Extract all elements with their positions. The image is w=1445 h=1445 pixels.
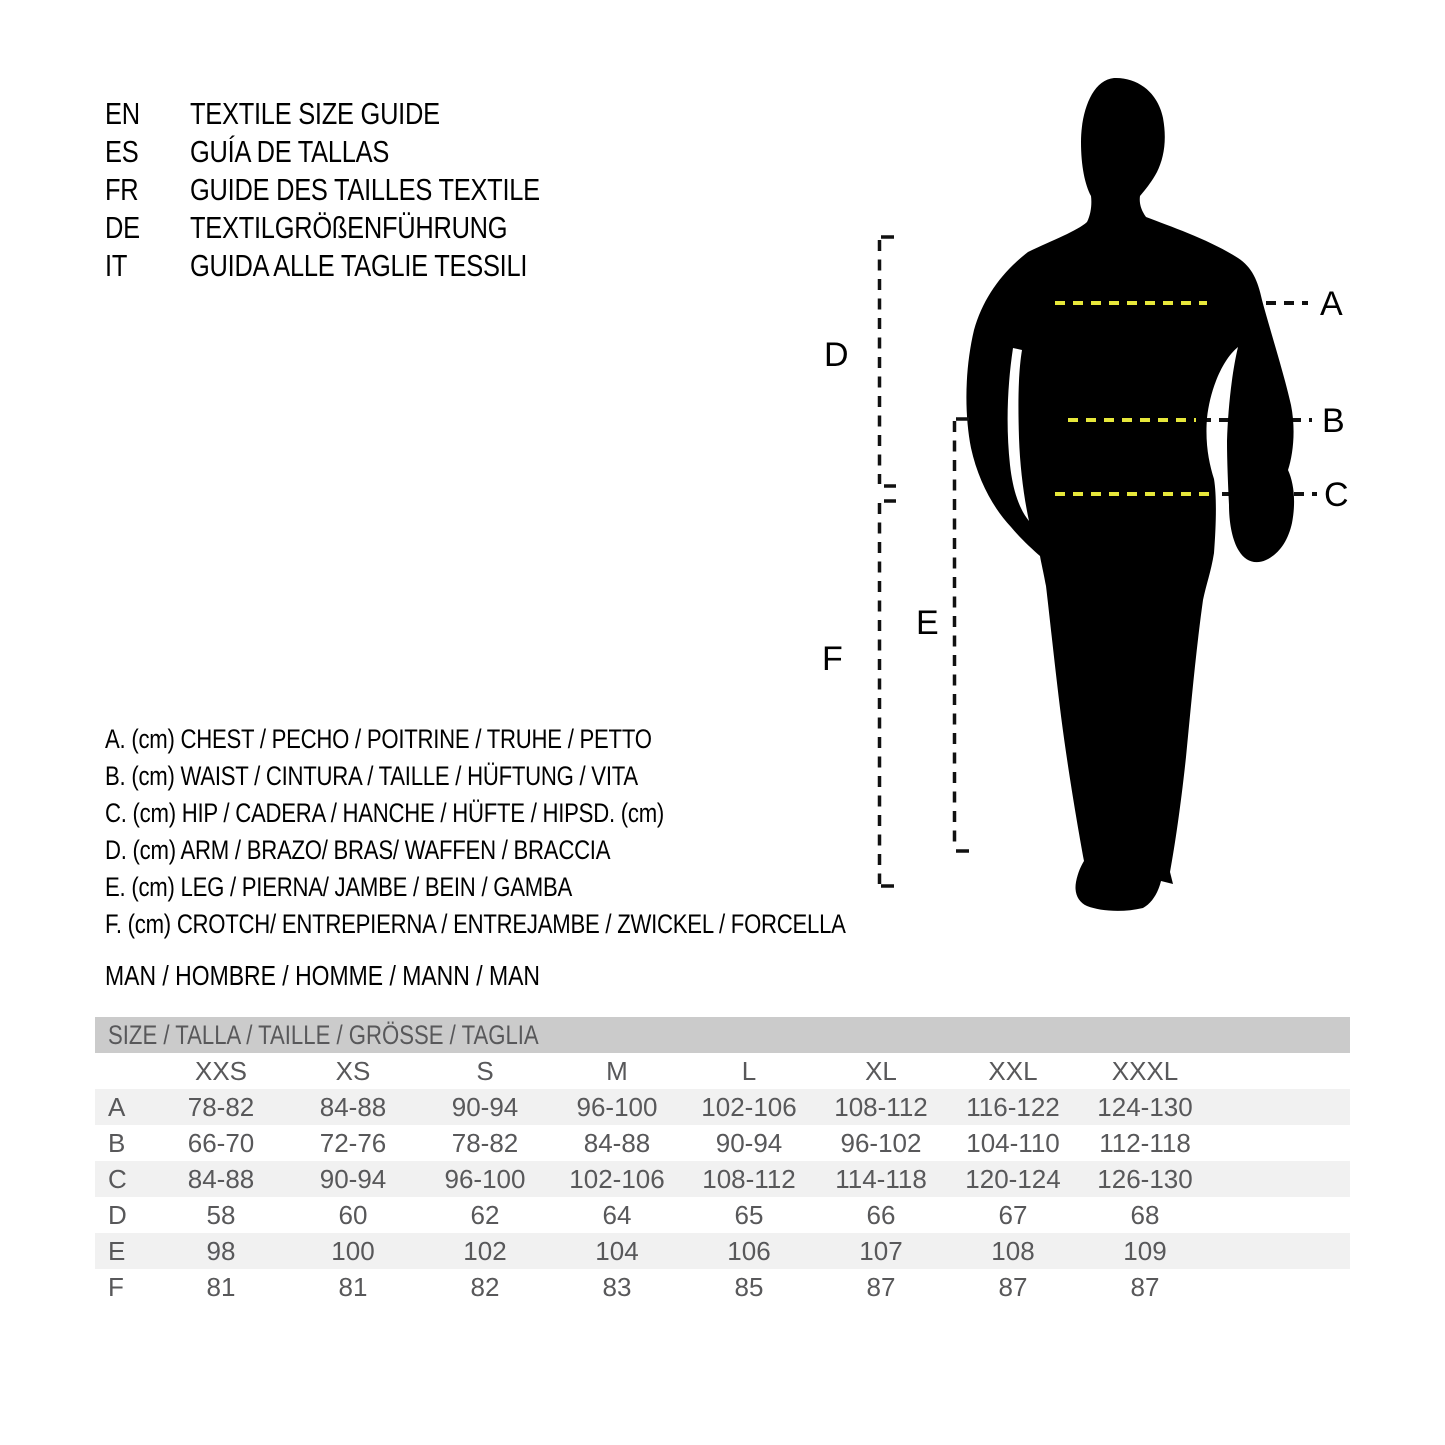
- row-label: D: [108, 1200, 127, 1230]
- cell: 96-102: [840, 1128, 922, 1158]
- marker-label-crotch: F: [822, 640, 843, 678]
- cell: 64: [602, 1200, 632, 1230]
- cell: 96-100: [576, 1092, 658, 1122]
- cell: 87: [866, 1272, 896, 1302]
- marker-label-arm: D: [824, 336, 849, 374]
- cell: 66: [866, 1200, 896, 1230]
- size-table-grid: [95, 1053, 1350, 1305]
- guide-title-es: GUÍA DE TALLAS: [190, 134, 390, 169]
- cell: 84-88: [187, 1164, 255, 1194]
- row-label: B: [108, 1128, 126, 1158]
- guide-title-en: TEXTILE SIZE GUIDE: [190, 96, 440, 131]
- table-row-leg: [95, 1233, 1350, 1269]
- size-header-xxl: XXL: [988, 1056, 1038, 1086]
- language-code: EN: [105, 96, 140, 131]
- marker-label-leg: E: [916, 604, 939, 642]
- cell-filler: [1211, 1197, 1350, 1233]
- cell: 87: [1130, 1272, 1160, 1302]
- size-table-title-bar: [95, 1017, 1350, 1053]
- marker-label-chest: A: [1320, 285, 1343, 323]
- row-label: A: [108, 1092, 126, 1122]
- cell: 104-110: [966, 1128, 1060, 1158]
- cell: 81: [338, 1272, 368, 1302]
- cell: 78-82: [187, 1092, 255, 1122]
- cell: 84-88: [583, 1128, 651, 1158]
- legend-item-arm: D. (cm) ARM / BRAZO/ BRAS/ WAFFEN / BRACCIA: [105, 835, 611, 865]
- cell: 102: [463, 1236, 507, 1266]
- cell: 109: [1123, 1236, 1167, 1266]
- size-header-l: L: [741, 1056, 757, 1086]
- size-header-row: [95, 1053, 1350, 1089]
- cell: 108-112: [702, 1164, 796, 1194]
- size-header-empty: [95, 1053, 155, 1089]
- cell: 98: [206, 1236, 236, 1266]
- table-row-chest: [95, 1089, 1350, 1125]
- language-row-es: [105, 133, 617, 171]
- cell: 102-106: [569, 1164, 665, 1194]
- cell: 108-112: [834, 1092, 928, 1122]
- guide-title-it: GUIDA ALLE TAGLIE TESSILI: [190, 248, 528, 283]
- cell: 120-124: [965, 1164, 1061, 1194]
- cell: 102-106: [701, 1092, 797, 1122]
- guide-title-de: TEXTILGRÖßENFÜHRUNG: [190, 210, 508, 245]
- legend-item-chest: A. (cm) CHEST / PECHO / POITRINE / TRUHE / PETTO: [105, 724, 652, 754]
- cell: 78-82: [451, 1128, 519, 1158]
- size-table-title: SIZE / TALLA / TAILLE / GRÖSSE / TAGLIA: [108, 1019, 539, 1050]
- table-row-waist: [95, 1125, 1350, 1161]
- size-header-s: S: [476, 1056, 494, 1086]
- category-label-man: MAN / HOMBRE / HOMME / MANN / MAN: [105, 960, 540, 991]
- row-label: C: [108, 1164, 127, 1194]
- legend-item-hip: C. (cm) HIP / CADERA / HANCHE / HÜFTE / HIPSD. (cm): [105, 798, 665, 828]
- language-code: ES: [105, 134, 139, 169]
- cell-filler: [1211, 1161, 1350, 1197]
- cell-filler: [1211, 1089, 1350, 1125]
- cell: 116-122: [966, 1092, 1060, 1122]
- legend-item-crotch: F. (cm) CROTCH/ ENTREPIERNA / ENTREJAMBE / ZWICKEL / FORCELLA: [105, 909, 846, 939]
- legend-item-leg: E. (cm) LEG / PIERNA/ JAMBE / BEIN / GAMBA: [105, 872, 573, 902]
- cell: 90-94: [715, 1128, 783, 1158]
- cell: 124-130: [1097, 1092, 1193, 1122]
- cell: 107: [859, 1236, 903, 1266]
- cell: 90-94: [451, 1092, 519, 1122]
- row-label: E: [108, 1236, 126, 1266]
- language-row-fr: [105, 171, 617, 209]
- cell: 66-70: [187, 1128, 255, 1158]
- cell: 87: [998, 1272, 1028, 1302]
- row-label: F: [108, 1272, 124, 1302]
- size-header-xs: XS: [335, 1056, 371, 1086]
- size-table: [95, 1017, 1350, 1305]
- cell: 96-100: [444, 1164, 526, 1194]
- cell: 68: [1130, 1200, 1160, 1230]
- language-code: IT: [105, 248, 128, 283]
- size-header-xxs: XXS: [194, 1056, 248, 1086]
- cell: 100: [331, 1236, 375, 1266]
- legend-item-waist: B. (cm) WAIST / CINTURA / TAILLE / HÜFTUNG / VITA: [105, 761, 638, 791]
- language-heading-list: [105, 95, 617, 285]
- cell: 84-88: [319, 1092, 387, 1122]
- table-row-hip: [95, 1161, 1350, 1197]
- cell: 112-118: [1099, 1128, 1191, 1158]
- cell: 126-130: [1097, 1164, 1193, 1194]
- cell: 104: [595, 1236, 639, 1266]
- cell: 62: [470, 1200, 500, 1230]
- cell-filler: [1211, 1233, 1350, 1269]
- cell-filler: [1211, 1125, 1350, 1161]
- cell: 85: [734, 1272, 764, 1302]
- size-header-m: M: [606, 1056, 628, 1086]
- size-header-xl: XL: [865, 1056, 897, 1086]
- measurement-legend: [105, 721, 1008, 943]
- cell: 83: [602, 1272, 632, 1302]
- marker-label-waist: B: [1322, 402, 1345, 440]
- guide-title-fr: GUIDE DES TAILLES TEXTILE: [190, 172, 540, 207]
- language-code: DE: [105, 210, 140, 245]
- cell: 65: [734, 1200, 764, 1230]
- cell: 108: [991, 1236, 1035, 1266]
- table-row-arm: [95, 1197, 1350, 1233]
- cell-filler: [1211, 1269, 1350, 1305]
- cell: 90-94: [319, 1164, 387, 1194]
- cell: 114-118: [835, 1164, 927, 1194]
- marker-label-hip: C: [1324, 476, 1349, 514]
- size-header-filler: [1211, 1053, 1350, 1089]
- language-row-de: [105, 209, 617, 247]
- language-row-en: [105, 95, 617, 133]
- language-row-it: [105, 247, 617, 285]
- table-row-crotch: [95, 1269, 1350, 1305]
- cell: 67: [998, 1200, 1028, 1230]
- cell: 72-76: [319, 1128, 387, 1158]
- cell: 82: [470, 1272, 500, 1302]
- cell: 60: [338, 1200, 368, 1230]
- cell: 81: [206, 1272, 236, 1302]
- cell: 58: [206, 1200, 236, 1230]
- language-code: FR: [105, 172, 139, 207]
- cell: 106: [727, 1236, 771, 1266]
- size-header-xxxl: XXXL: [1111, 1056, 1179, 1086]
